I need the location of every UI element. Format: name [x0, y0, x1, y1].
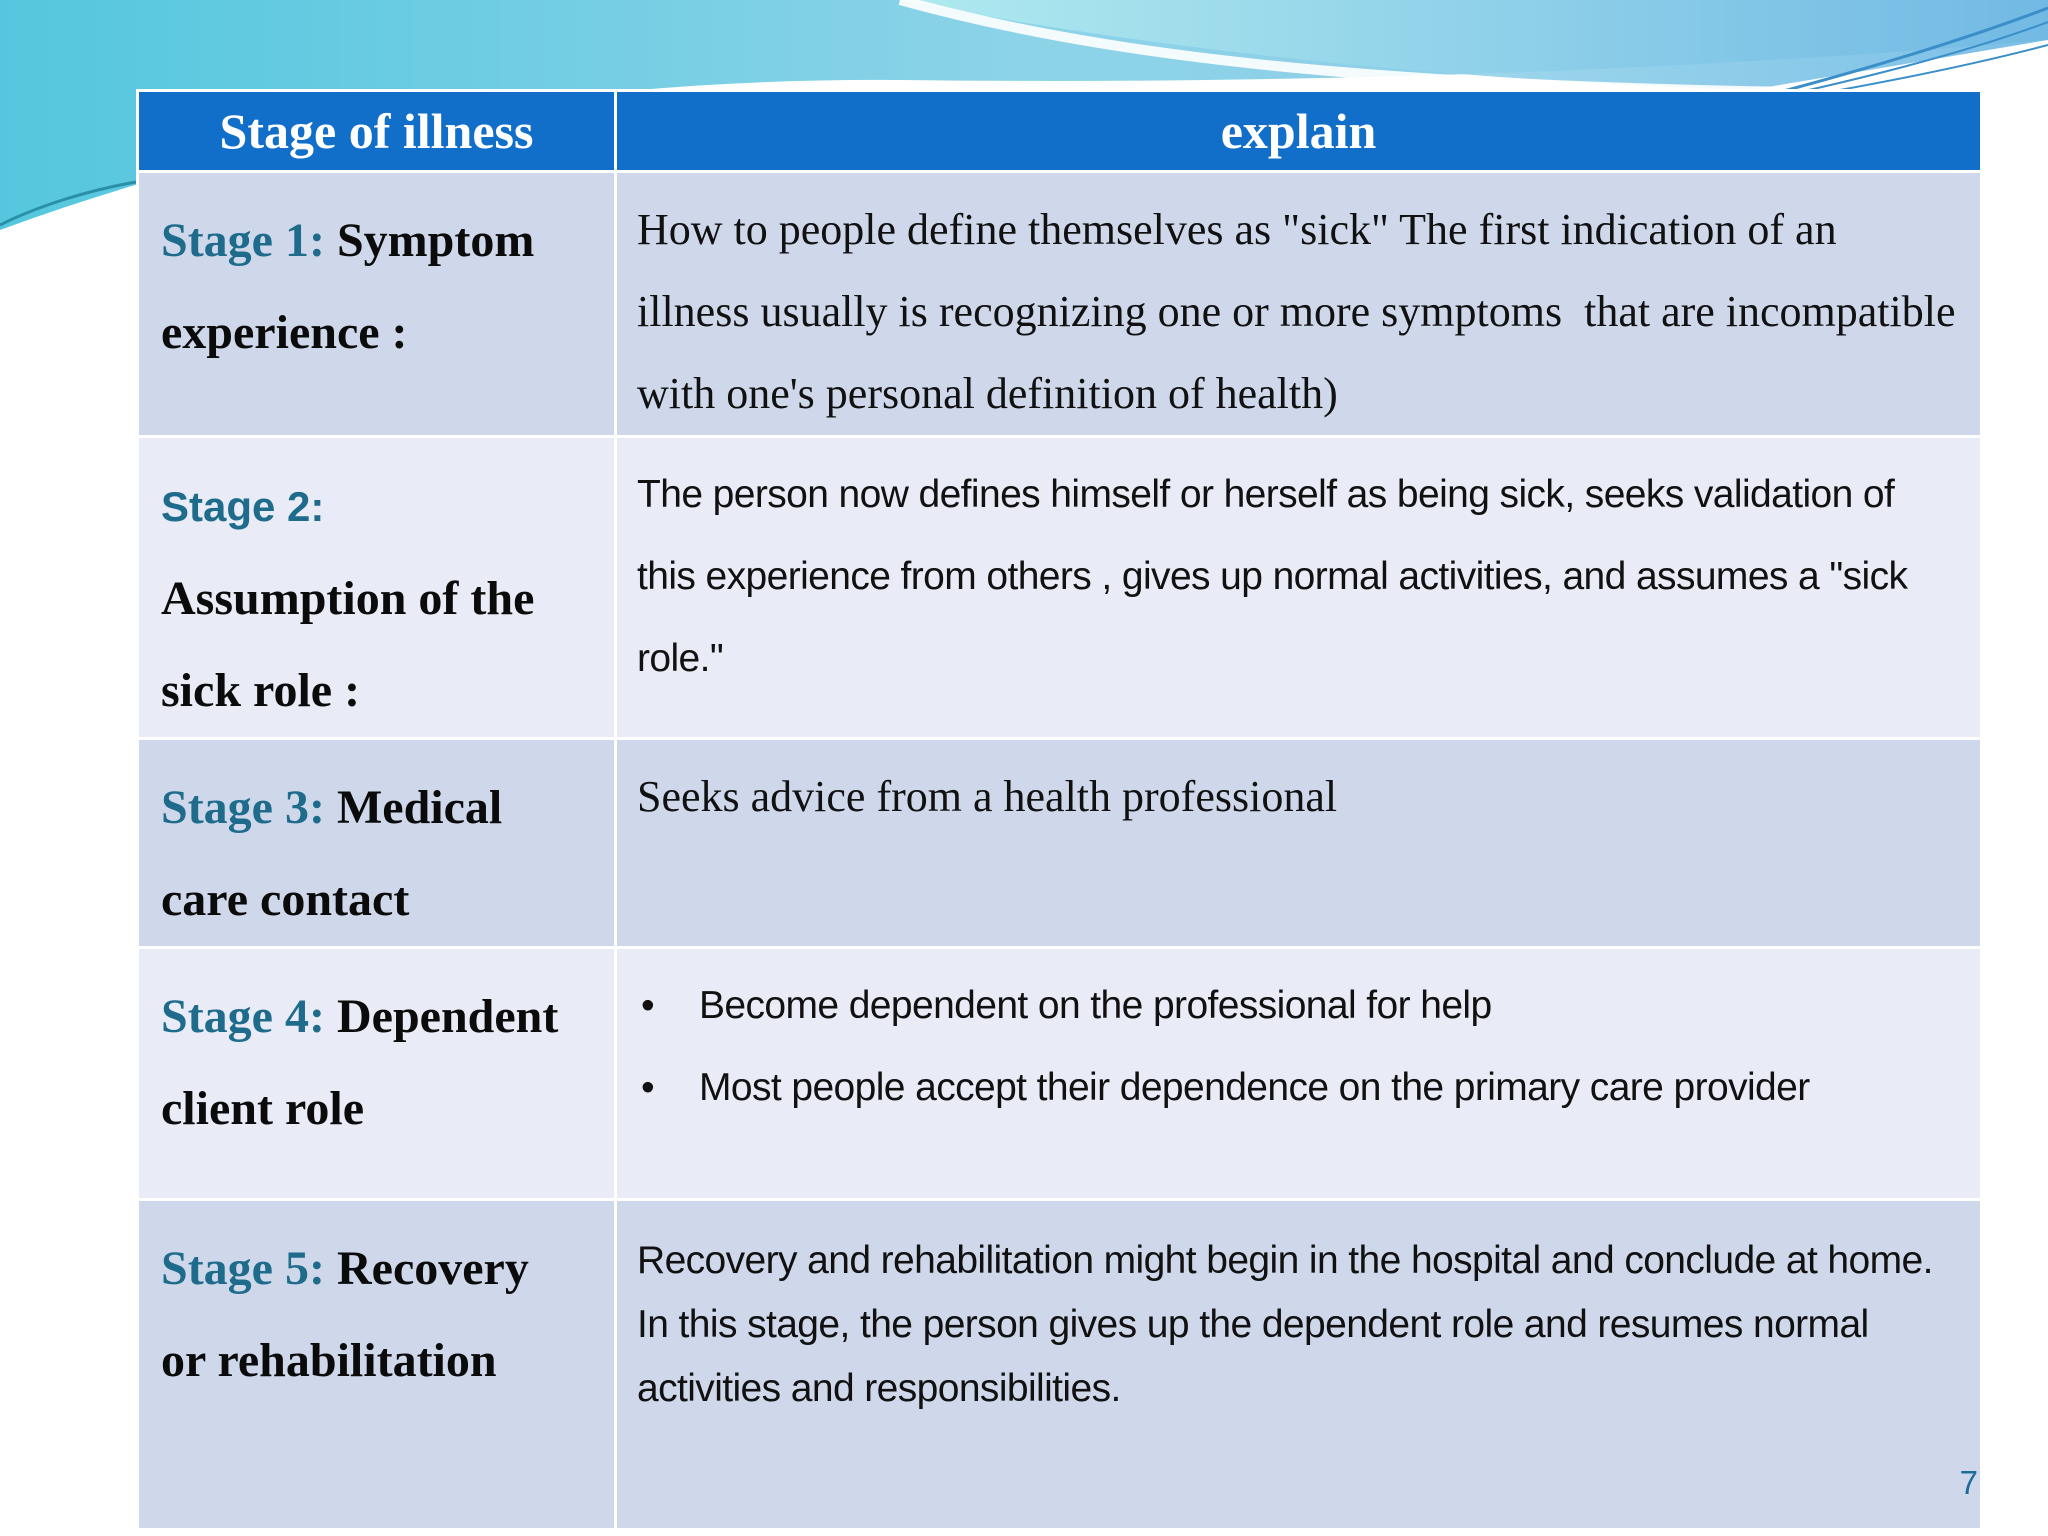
- stage-cell: [138, 948, 616, 1200]
- stage-title: Symptom: [336, 214, 535, 267]
- stage-number: Stage 2:: [161, 483, 325, 530]
- explain-text: Seeks advice from a health professional: [637, 772, 1338, 821]
- stage-label: [161, 460, 596, 737]
- table-header-row: [138, 91, 1982, 172]
- bullet-text: Become dependent on the professional for help: [699, 984, 1492, 1027]
- header-explain: explain: [616, 91, 1982, 172]
- explain-text: The person now defines himself or herself as being sick, seeks validation of this experience from others , gives up normal activities, and assumes a "sick role.": [637, 473, 1908, 680]
- explain-text: How to people define themselves as "sick" The first indication of an illness usually is recognizing one or more symptoms that are incompatible with one's personal definition of health): [637, 205, 1967, 418]
- explain-cell: [616, 948, 1982, 1200]
- stage-title: Assumption of the: [161, 572, 535, 625]
- stage-cell: [138, 437, 616, 739]
- bullet-text: Most people accept their dependence on the primary care provider: [699, 1066, 1810, 1109]
- stage-cell: [138, 1200, 616, 1530]
- bullet-icon: •: [641, 984, 655, 1027]
- stage-title: Medical: [336, 781, 503, 834]
- stage-label: [161, 1223, 596, 1407]
- stage-cell: [138, 172, 616, 437]
- stage-title-continued: sick role :: [161, 664, 361, 717]
- table-row: [138, 1200, 1982, 1530]
- table-row: [138, 739, 1982, 948]
- stage-label: [161, 195, 596, 379]
- stage-title-continued: client role: [161, 1082, 365, 1135]
- explain-cell: [616, 1200, 1982, 1530]
- stage-number: Stage 5:: [161, 1242, 325, 1295]
- page-number: 7: [1959, 1464, 1978, 1501]
- stage-title-continued: care contact: [161, 873, 410, 926]
- stage-number: Stage 3:: [161, 781, 325, 834]
- stage-label: [161, 762, 596, 946]
- stage-number: Stage 4:: [161, 990, 325, 1043]
- stage-number: Stage 1:: [161, 214, 325, 267]
- table-row: [138, 437, 1982, 739]
- table-row: [138, 172, 1982, 437]
- illness-stages-table: [136, 89, 1983, 1531]
- list-item: [637, 965, 1960, 1047]
- explain-cell: [616, 437, 1982, 739]
- explain-cell: [616, 739, 1982, 948]
- header-stage-of-illness: Stage of illness: [138, 91, 616, 172]
- stage-title-continued: experience :: [161, 306, 408, 359]
- table-row: [138, 948, 1982, 1200]
- stage-title: Recovery: [336, 1242, 529, 1295]
- list-item: [637, 1047, 1960, 1129]
- bullet-icon: •: [641, 1066, 655, 1109]
- stage-title-continued: or rehabilitation: [161, 1334, 497, 1387]
- explain-text: Recovery and rehabilitation might begin in the hospital and conclude at home. In this stage, the person gives up the dependent role and resumes normal activities and responsibilities.: [637, 1239, 1933, 1410]
- stage-cell: [138, 739, 616, 948]
- explain-cell: [616, 172, 1982, 437]
- stage-label: [161, 971, 596, 1155]
- bullet-list: [637, 965, 1960, 1129]
- stage-title: Dependent: [336, 990, 559, 1043]
